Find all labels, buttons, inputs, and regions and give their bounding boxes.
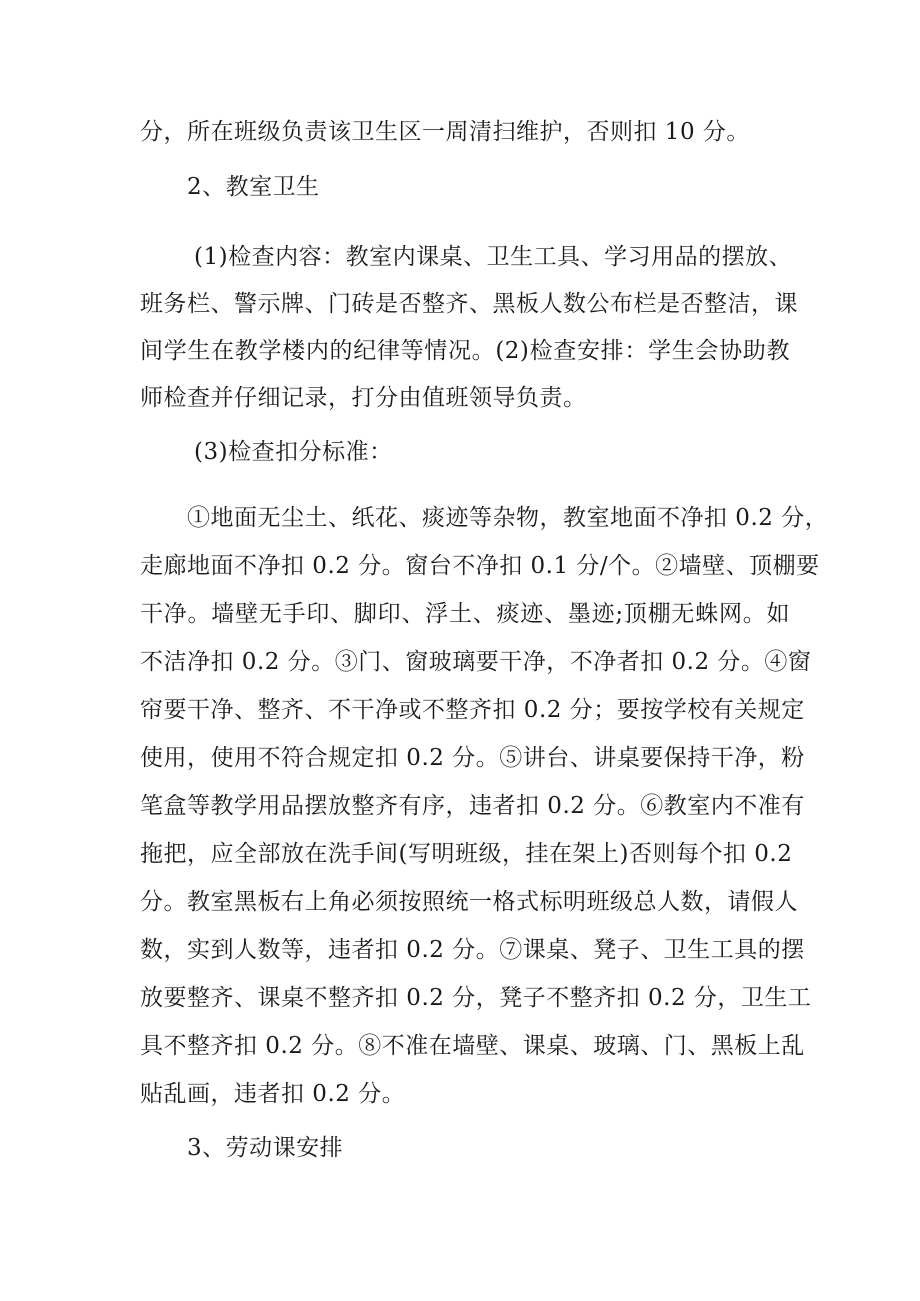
- deduction-rule-line: 使用，使用不符合规定扣 0.2 分。⑤讲台、讲桌要保持干净，粉: [140, 745, 805, 771]
- deduction-rule-line: 不洁净扣 0.2 分。③门、窗玻璃要干净，不净者扣 0.2 分。④窗: [140, 649, 812, 675]
- deduction-rule-line: ①地面无尘土、纸花、痰迹等杂物，教室地面不净扣 0.2 分，: [187, 505, 829, 531]
- deduction-rule-line: 拖把，应全部放在洗手间(写明班级，挂在架上)否则每个扣 0.2: [140, 841, 793, 867]
- deduction-rule-line: 笔盒等教学用品摆放整齐有序，违者扣 0.2 分。⑥教室内不准有: [140, 793, 805, 819]
- deduction-standard-heading: (3)检查扣分标准：: [194, 439, 393, 465]
- deduction-rule-line: 具不整齐扣 0.2 分。⑧不准在墙壁、课桌、玻璃、门、黑板上乱: [140, 1033, 805, 1059]
- deduction-rule-line: 数，实到人数等，违者扣 0.2 分。⑦课桌、凳子、卫生工具的摆: [140, 937, 805, 963]
- deduction-rule-line: 分。教室黑板右上角必须按照统一格式标明班级总人数，请假人: [140, 889, 798, 915]
- section-heading-classroom-hygiene: 2、教室卫生: [187, 174, 320, 200]
- inspection-content-line: 间学生在教学楼内的纪律等情况。(2)检查安排：学生会协助教: [140, 338, 790, 364]
- section-heading-labor-class: 3、劳动课安排: [187, 1135, 344, 1161]
- paragraph-continuation-line: 分，所在班级负责该卫生区一周清扫维护，否则扣 10 分。: [140, 119, 750, 145]
- deduction-rule-line: 放要整齐、课桌不整齐扣 0.2 分，凳子不整齐扣 0.2 分，卫生工: [140, 985, 812, 1011]
- inspection-content-line: 师检查并仔细记录，打分由值班领导负责。: [140, 385, 587, 411]
- inspection-content-line: (1)检查内容：教室内课桌、卫生工具、学习用品的摆放、: [194, 244, 793, 270]
- deduction-rule-line: 贴乱画，违者扣 0.2 分。: [140, 1081, 406, 1107]
- deduction-rule-line: 走廊地面不净扣 0.2 分。窗台不净扣 0.1 分/个。②墙壁、顶棚要: [140, 553, 820, 579]
- inspection-content-line: 班务栏、警示牌、门砖是否整齐、黑板人数公布栏是否整洁，课: [140, 291, 798, 317]
- deduction-rule-line: 干净。墙壁无手印、脚印、浮土、痰迹、墨迹;顶棚无蛛网。如: [140, 601, 790, 627]
- deduction-rule-line: 帘要干净、整齐、不干净或不整齐扣 0.2 分；要按学校有关规定: [140, 697, 805, 723]
